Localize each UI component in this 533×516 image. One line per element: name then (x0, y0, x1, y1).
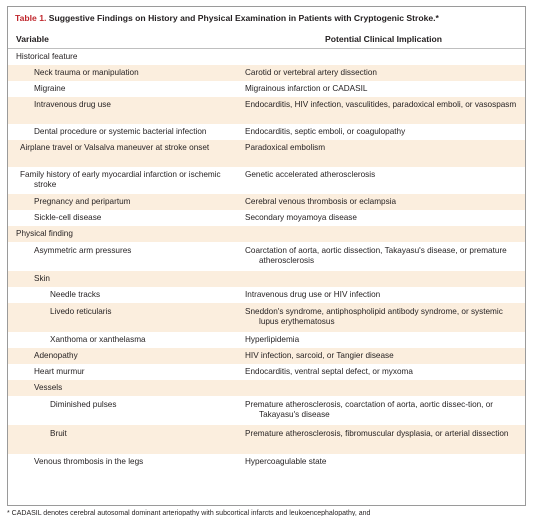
cell-variable: Neck trauma or manipulation (34, 68, 139, 77)
cell-variable: Livedo reticularis (50, 307, 112, 316)
table-row (8, 97, 525, 124)
cell-implication: HIV infection, sarcoid, or Tangier disease (245, 351, 394, 360)
column-header-row (8, 33, 525, 49)
cell-variable: Heart murmur (34, 367, 85, 376)
cell-variable: Skin (34, 274, 50, 283)
cell-implication: Sneddon's syndrome, antiphospholipid antibody syndrome, or systemic lupus erythematosus (245, 307, 503, 326)
table-container (7, 6, 526, 506)
cell-variable: Sickle-cell disease (34, 213, 102, 222)
table-row (8, 348, 525, 364)
table-footnote: * CADASIL denotes cerebral autosomal dominant arteriopathy with subcortical infarcts and leukoencephalopathy, and (7, 510, 371, 516)
cell-variable: Adenopathy (34, 351, 78, 360)
cell-variable: Asymmetric arm pressures (34, 246, 132, 255)
table-row (8, 425, 525, 454)
table-row (8, 81, 525, 97)
table-row (8, 194, 525, 210)
table-row (8, 65, 525, 81)
cell-variable: Xanthoma or xanthelasma (50, 335, 146, 344)
table-row (8, 226, 525, 242)
table-caption (8, 7, 525, 24)
cell-implication: Intravenous drug use or HIV infection (245, 290, 381, 299)
cell-implication: Secondary moyamoya disease (245, 213, 357, 222)
cell-implication: Hypercoagulable state (245, 457, 327, 466)
table-row (8, 332, 525, 348)
table-row (8, 271, 525, 287)
cell-implication: Genetic accelerated atherosclerosis (245, 170, 376, 179)
cell-implication: Endocarditis, HIV infection, vasculitides, paradoxical emboli, or vasospasm (245, 100, 517, 109)
cell-variable: Vessels (34, 383, 63, 392)
table-row (8, 242, 525, 271)
table-row (8, 287, 525, 303)
cell-variable: Migraine (34, 84, 66, 93)
cell-variable: Family history of early myocardial infarction or ischemic stroke (20, 170, 221, 189)
cell-implication (245, 274, 525, 287)
table-row (8, 124, 525, 140)
cell-implication (245, 229, 525, 242)
cell-variable: Venous thrombosis in the legs (34, 457, 144, 466)
cell-implication: Hyperlipidemia (245, 335, 300, 344)
cell-implication: Endocarditis, ventral septal defect, or myxoma (245, 367, 413, 376)
cell-variable: Intravenous drug use (34, 100, 111, 109)
table-row (8, 167, 525, 194)
cell-implication: Endocarditis, septic emboli, or coagulopathy (245, 127, 406, 136)
cell-variable: Historical feature (16, 52, 78, 61)
cell-implication (245, 52, 525, 65)
table-row (8, 380, 525, 396)
cell-implication: Migrainous infarction or CADASIL (245, 84, 368, 93)
cell-variable: Physical finding (16, 229, 73, 238)
table-label: Table 1. (15, 13, 47, 23)
cell-variable: Pregnancy and peripartum (34, 197, 131, 206)
cell-implication: Premature atherosclerosis, fibromuscular dysplasia, or arterial dissection (245, 429, 509, 438)
table-row (8, 396, 525, 425)
cell-implication (245, 383, 525, 396)
cell-implication: Coarctation of aorta, aortic dissection, Takayasu's disease, or premature atherosclerosis (245, 246, 507, 265)
table-row (8, 364, 525, 380)
cell-variable: Bruit (50, 429, 67, 438)
cell-implication: Carotid or vertebral artery dissection (245, 68, 377, 77)
cell-variable: Dental procedure or systemic bacterial infection (34, 127, 207, 136)
cell-implication: Paradoxical embolism (245, 143, 326, 152)
table-body (8, 49, 525, 470)
cell-variable: Airplane travel or Valsalva maneuver at stroke onset (20, 143, 210, 152)
table-row (8, 49, 525, 65)
cell-implication: Cerebral venous thrombosis or eclampsia (245, 197, 397, 206)
table-title: Suggestive Findings on History and Physical Examination in Patients with Cryptogenic Stroke.* (46, 13, 439, 23)
table-row (8, 210, 525, 226)
column-header-variable: Variable (16, 34, 49, 44)
cell-variable: Needle tracks (50, 290, 101, 299)
cell-implication: Premature atherosclerosis, coarctation of aorta, aortic dissec-tion, or Takayasu's disease (245, 400, 494, 419)
table-row (8, 454, 525, 470)
table-row (8, 140, 525, 167)
table-row (8, 303, 525, 332)
cell-variable: Diminished pulses (50, 400, 117, 409)
column-header-implication: Potential Clinical Implication (325, 34, 442, 44)
